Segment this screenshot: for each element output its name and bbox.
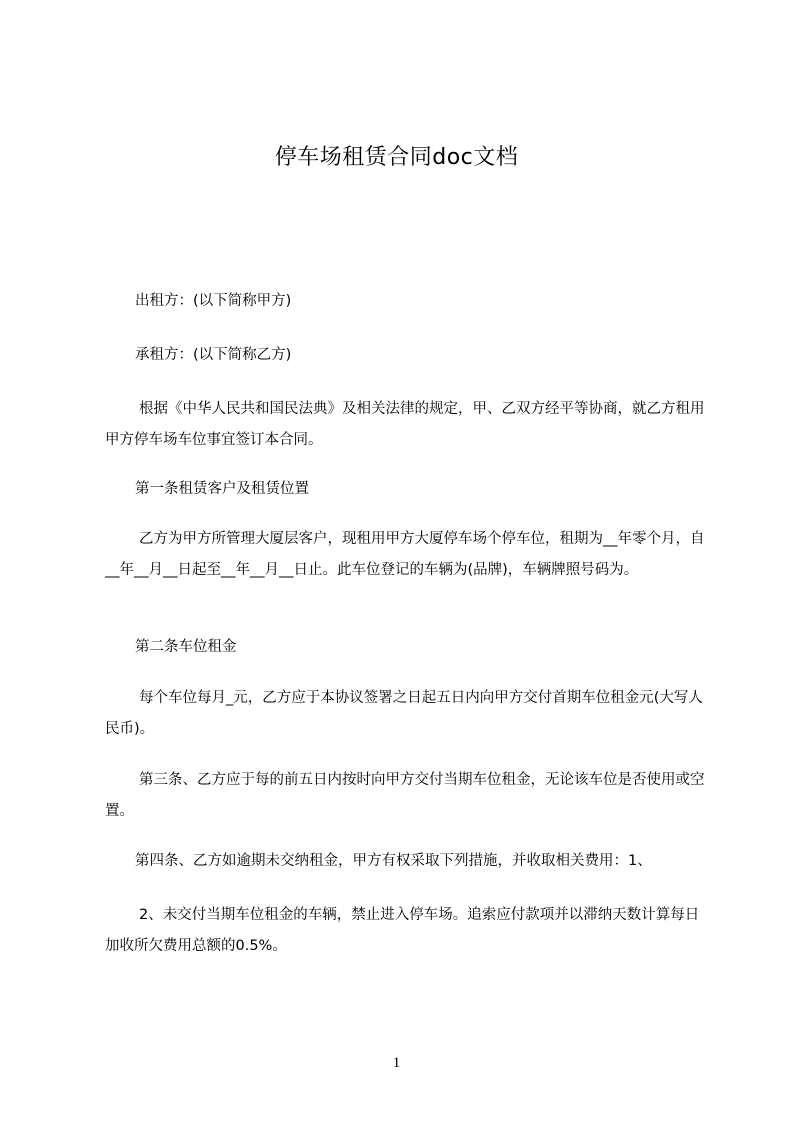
document-title: 停车场租赁合同doc文档 [274,145,519,170]
lessee-line: 承租方：(以下简称乙方) [135,347,292,363]
article3-paragraph: 第三条、乙方应于每的前五日内按时向甲方交付当期车位租金，无论该车位是否使用或空置。 [105,772,705,819]
lessor-line: 出租方：(以下简称甲方) [135,293,292,309]
article2-body: 每个车位每月_元，乙方应于本协议签署之日起五日内向甲方交付首期车位租金元(大写人民币)。 [105,690,703,737]
article1-body: 乙方为甲方所管理大厦层客户，现租用甲方大厦停车场个停车位，租期为__年零个月，自__年__月__日起至__年__月__日止。此车位登记的车辆为(品牌)，车辆牌照号码为。 [105,531,705,578]
page-number: 1 [392,1055,401,1071]
preamble-paragraph: 根据《中华人民共和国民法典》及相关法律的规定，甲、乙双方经平等协商，就乙方租用甲方停车场车位事宜签订本合同。 [105,401,705,448]
article2-heading: 第二条车位租金 [135,639,237,655]
article4-paragraph: 第四条、乙方如逾期未交纳租金，甲方有权采取下列措施，并收取相关费用：1、 [135,853,652,869]
article1-heading: 第一条租赁客户及租赁位置 [135,481,309,497]
article4-item2-paragraph: 2、未交付当期车位租金的车辆，禁止进入停车场。追索应付款项并以滞纳天数计算每日加收所欠费用总额的0.5%。 [105,907,700,954]
